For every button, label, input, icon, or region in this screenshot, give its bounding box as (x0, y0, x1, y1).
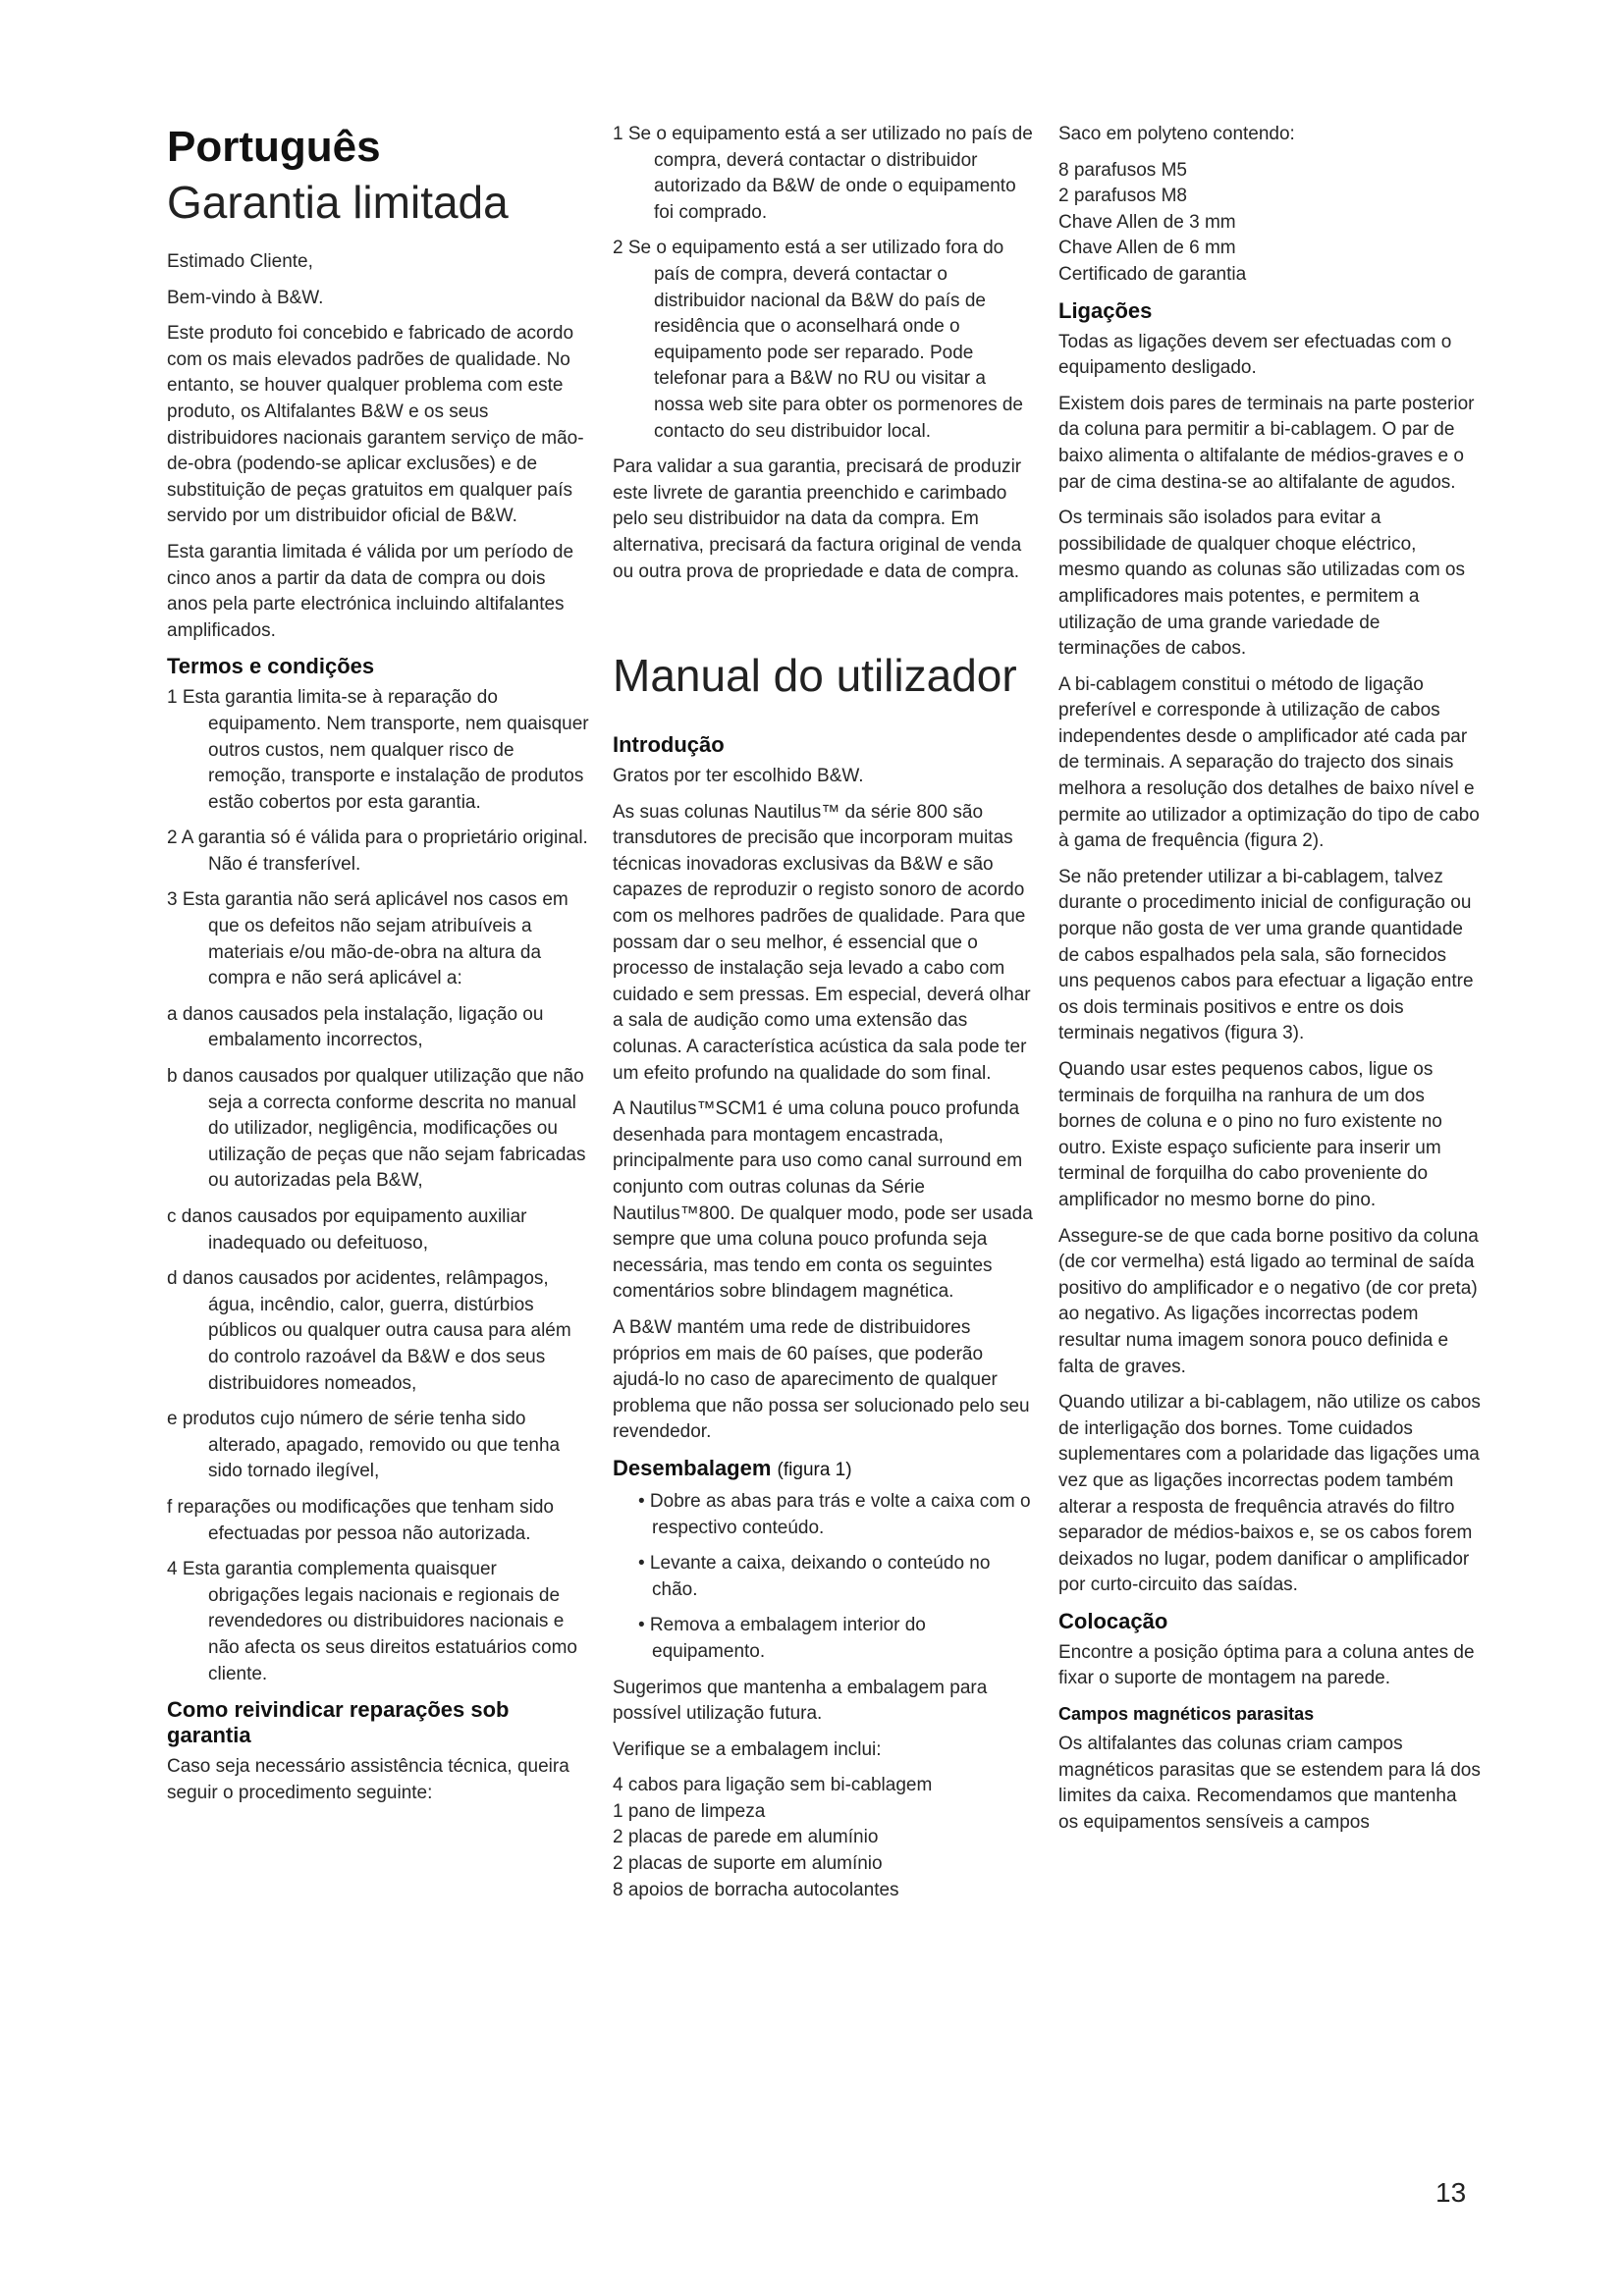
column-1 (167, 122, 589, 1816)
bag-list-item: 8 parafusos M5 (1058, 159, 1187, 181)
unpacking-heading-text: Desembalagem (613, 1455, 772, 1480)
connections-paragraph: Se não pretender utilizar a bi-cablagem, talvez durante o procedimento inicial de configuração ou porque não gosta de ver uma grande quantidade de cabos espalhados pela sala, são fornecidos uns pequenos cabos para efectuar a ligação entre os dois terminais positivos e entre os dois terminais negativos (figura 3). (1058, 866, 1474, 1044)
bag-intro: Saco em polyteno contendo: (1058, 124, 1295, 144)
unpacking-bullet: • Dobre as abas para trás e volte a caixa com o respectivo conteúdo. (638, 1490, 1031, 1538)
language-heading: Português (167, 123, 381, 171)
terms-item: 3 Esta garantia não será aplicável nos casos em que os defeitos não sejam atribuíveis a materiais e/ou mão-de-obra na altura da compra e não será aplicável a: (167, 889, 568, 989)
terms-item: f reparações ou modificações que tenham sido efectuadas por pessoa não autorizada. (167, 1496, 554, 1544)
terms-item: b danos causados por qualquer utilização que não seja a correcta conforme descrita no manual do utilizador, negligência, modificações ou utilização de peças que não sejam fabricadas ou autorizadas pela B&W, (167, 1066, 586, 1192)
terms-item: a danos causados pela instalação, ligação ou embalamento incorrectos, (167, 1003, 544, 1051)
connections-paragraph: Quando utilizar a bi-cablagem, não utilize os cabos de interligação dos bornes. Tome cuidados suplementares com a polaridade das ligações uma vez que as ligações incorrectas podem também alterar a resposta de frequência através do filtro separador de médios-baixos e, se os cabos forem deixados no lugar, podem danificar o amplificador por curto-circuito das saídas. (1058, 1392, 1481, 1596)
unpacking-heading (613, 1456, 1033, 1483)
terms-item: d danos causados por acidentes, relâmpagos, água, incêndio, calor, guerra, distúrbios públicos ou qualquer outra causa para além do controlo razoável da B&W e dos seus distribuidores nomeados, (167, 1268, 571, 1394)
intro-paragraph: As suas colunas Nautilus™ da série 800 são transdutores de precisão que incorporam muitas técnicas inovadoras exclusivas da B&W e são capazes de reproduzir o registo sonoro de acordo com os melhores padrões de qualidade. Para que possam dar o seu melhor, é essencial que o processo de instalação seja levado a cabo com cuidado e sem pressas. Em especial, deverá olhar a sala de audição como uma extensão das colunas. A característica acústica da sala pode ter um efeito profundo na qualidade do som final. (613, 801, 1031, 1084)
intro-paragraph: A Nautilus™SCM1 é uma coluna pouco profunda desenhada para montagem encastrada, principalmente para uso como canal surround em conjunto com outras colunas da Série Nautilus™800. De qualquer modo, pode ser usada sempre que uma coluna pouco profunda seja necessária, mas tendo em conta os seguintes comentários sobre blindagem magnética. (613, 1098, 1033, 1303)
terms-item: 1 Esta garantia limita-se à reparação do equipamento. Nem transporte, nem quaisquer outros custos, nem qualquer risco de remoção, transporte e instalação de produtos estão cobertos por esta garantia. (167, 687, 589, 813)
terms-heading: Termos e condições (167, 654, 375, 679)
package-list-item: 2 placas de parede em alumínio (613, 1827, 879, 1848)
unpacking-paragraph: Sugerimos que mantenha a embalagem para possível utilização futura. (613, 1677, 988, 1725)
unpacking-paragraph: Verifique se a embalagem inclui: (613, 1738, 882, 1760)
warranty-title: Garantia limitada (167, 177, 509, 228)
unpacking-bullet: • Remova a embalagem interior do equipamento. (638, 1615, 926, 1662)
connections-paragraph: A bi-cablagem constitui o método de ligação preferível e corresponde à utilização de cabos independentes desde o amplificador até cada par de terminais. A separação do trajecto dos sinais melhora a resolução dos detalhes de baixo nível e permite ao utilizador a optimização do tipo de cabo à gama de frequência (figura 2). (1058, 673, 1480, 852)
unpacking-figure-ref: (figura 1) (777, 1459, 852, 1480)
bag-list-item: 2 parafusos M8 (1058, 186, 1187, 207)
package-list-item: 2 placas de suporte em alumínio (613, 1853, 883, 1875)
package-list-item: 4 cabos para ligação sem bi-cablagem (613, 1775, 933, 1796)
manual-title: Manual do utilizador (613, 650, 1017, 702)
claim-step: 1 Se o equipamento está a ser utilizado no país de compra, deverá contactar o distribuidor autorizado da B&W de onde o equipamento foi comprado. (613, 124, 1033, 223)
column-3 (1058, 122, 1481, 1845)
connections-paragraph: Os terminais são isolados para evitar a possibilidade de qualquer choque eléctrico, mesmo quando as colunas são utilizadas com os amplificadores mais potentes, e permitem a utilização de uma grande variedade de terminações de cabos. (1058, 507, 1466, 660)
connections-paragraph: Existem dois pares de terminais na parte posterior da coluna para permitir a bi-cablagem. O par de baixo alimenta o altifalante de médios-graves e o par de cima destina-se ao altifalante de agudos. (1058, 393, 1475, 493)
greeting: Estimado Cliente, (167, 251, 313, 272)
claim-step: 2 Se o equipamento está a ser utilizado fora do país de compra, deverá contactar o distribuidor nacional da B&W do país de residência que o aconselhará onde o equipamento pode ser reparado. Pode telefonar para a B&W no RU ou visitar a nossa web site para obter os pormenores de contacto do seu distribuidor local. (613, 238, 1023, 442)
connections-paragraph: Todas as ligações devem ser efectuadas com o equipamento desligado. (1058, 331, 1452, 379)
terms-item: 4 Esta garantia complementa quaisquer obrigações legais nacionais e regionais de revendedores ou distribuidores nacionais e não afecta os seus direitos estatuários como cliente. (167, 1559, 577, 1684)
validate-paragraph: Para validar a sua garantia, precisará de produzir este livrete de garantia preenchido e carimbado pelo seu distribuidor na data da compra. Em alternativa, precisará da factura original de venda ou outra prova de propriedade e data de compra. (613, 456, 1022, 582)
package-list-item: 1 pano de limpeza (613, 1800, 766, 1822)
connections-heading: Ligações (1058, 297, 1153, 323)
column-2 (613, 122, 1033, 1913)
placement-heading: Colocação (1058, 1608, 1168, 1633)
bag-list (1058, 158, 1481, 289)
intro-paragraph: A B&W mantém uma rede de distribuidores próprios em mais de 60 países, que poderão ajudá-lo no caso de aparecimento de qualquer problema que não possa ser solucionado pelo seu revendedor. (613, 1316, 1030, 1443)
validity-paragraph: Esta garantia limitada é válida por um período de cinco anos a partir da data de compra ou dois anos pela parte electrónica incluindo altifalantes amplificados. (167, 541, 574, 641)
connections-paragraph: Assegure-se de que cada borne positivo da coluna (de cor vermelha) está ligado ao terminal de saída positivo do amplificador e o negativo (de cor preta) ao negativo. As ligações incorrectas podem resultar numa imagem sonora pouco definida e falta de graves. (1058, 1225, 1479, 1377)
bag-list-item: Chave Allen de 6 mm (1058, 238, 1236, 259)
magnetic-heading: Campos magnéticos parasitas (1058, 1704, 1315, 1725)
page-number: 13 (1435, 2177, 1467, 2208)
welcome-line: Bem-vindo à B&W. (167, 287, 324, 308)
terms-item: c danos causados por equipamento auxiliar inadequado ou defeituoso, (167, 1206, 527, 1254)
introduction-heading: Introdução (613, 732, 725, 758)
claim-text: Caso seja necessário assistência técnica, queira seguir o procedimento seguinte: (167, 1756, 569, 1803)
magnetic-paragraph: Os altifalantes das colunas criam campos magnéticos parasitas que se estendem para lá dos limites da caixa. Recomendamos que mantenha os equipamentos sensíveis a campos (1058, 1734, 1481, 1833)
intro-paragraph: Gratos por ter escolhido B&W. (613, 766, 864, 787)
bag-list-item: Chave Allen de 3 mm (1058, 211, 1236, 233)
package-list-item: 8 apoios de borracha autocolantes (613, 1879, 899, 1900)
unpacking-bullet: • Levante a caixa, deixando o conteúdo no chão. (638, 1553, 991, 1600)
bag-list-item: Certificado de garantia (1058, 263, 1247, 285)
package-list (613, 1773, 1033, 1903)
terms-item: 2 A garantia só é válida para o proprietário original. Não é transferível. (167, 828, 588, 875)
connections-paragraph: Quando usar estes pequenos cabos, ligue os terminais de forquilha na ranhura de um dos bornes de coluna e o pino no furo existente no outro. Existe espaço suficiente para inserir um terminal de forquilha do cabo proveniente do amplificador no mesmo borne do pino. (1058, 1059, 1442, 1210)
terms-item: e produtos cujo número de série tenha sido alterado, apagado, removido ou que tenha sido tornado ilegível, (167, 1409, 561, 1482)
placement-paragraph: Encontre a posição óptima para a coluna antes de fixar o suporte de montagem na parede. (1058, 1641, 1475, 1689)
claim-heading: Como reivindicar reparações sob garantia (167, 1697, 510, 1748)
intro-paragraph: Este produto foi concebido e fabricado de acordo com os mais elevados padrões de qualidade. No entanto, se houver qualquer problema com este produto, os Altifalantes B&W e os seus distribuidores nacionais garantem serviço de mão-de-obra (podendo-se aplicar exclusões) e de substituição de peças gratuitos em qualquer país servido por um distribuidor oficial de B&W. (167, 323, 584, 527)
